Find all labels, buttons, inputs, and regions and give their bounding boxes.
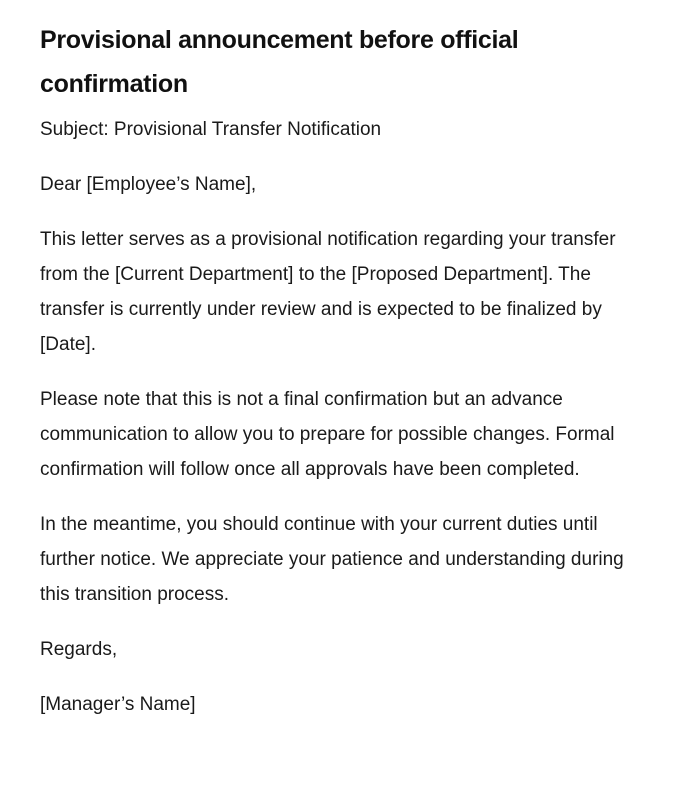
body-paragraph-3: In the meantime, you should continue with your current duties until further notice. We appreciate your patience and understanding during this transition process. xyxy=(40,514,624,605)
body-paragraph-1: This letter serves as a provisional notification regarding your transfer from the [Current Department] to the [Proposed Department]. The transfer is currently under review and is expected to be finalized by [Date]. xyxy=(40,229,616,355)
document-title: Provisional announcement before official confirmation xyxy=(40,26,519,98)
document xyxy=(40,18,650,742)
closing: Regards, xyxy=(40,639,118,660)
body-paragraph-2: Please note that this is not a final confirmation but an advance communication to allow you to prepare for possible changes. Formal confirmation will follow once all approvals have been completed. xyxy=(40,389,615,480)
subject-line: Subject: Provisional Transfer Notification xyxy=(40,119,382,140)
salutation: Dear [Employee’s Name], xyxy=(40,174,257,195)
signature: [Manager’s Name] xyxy=(40,694,196,715)
